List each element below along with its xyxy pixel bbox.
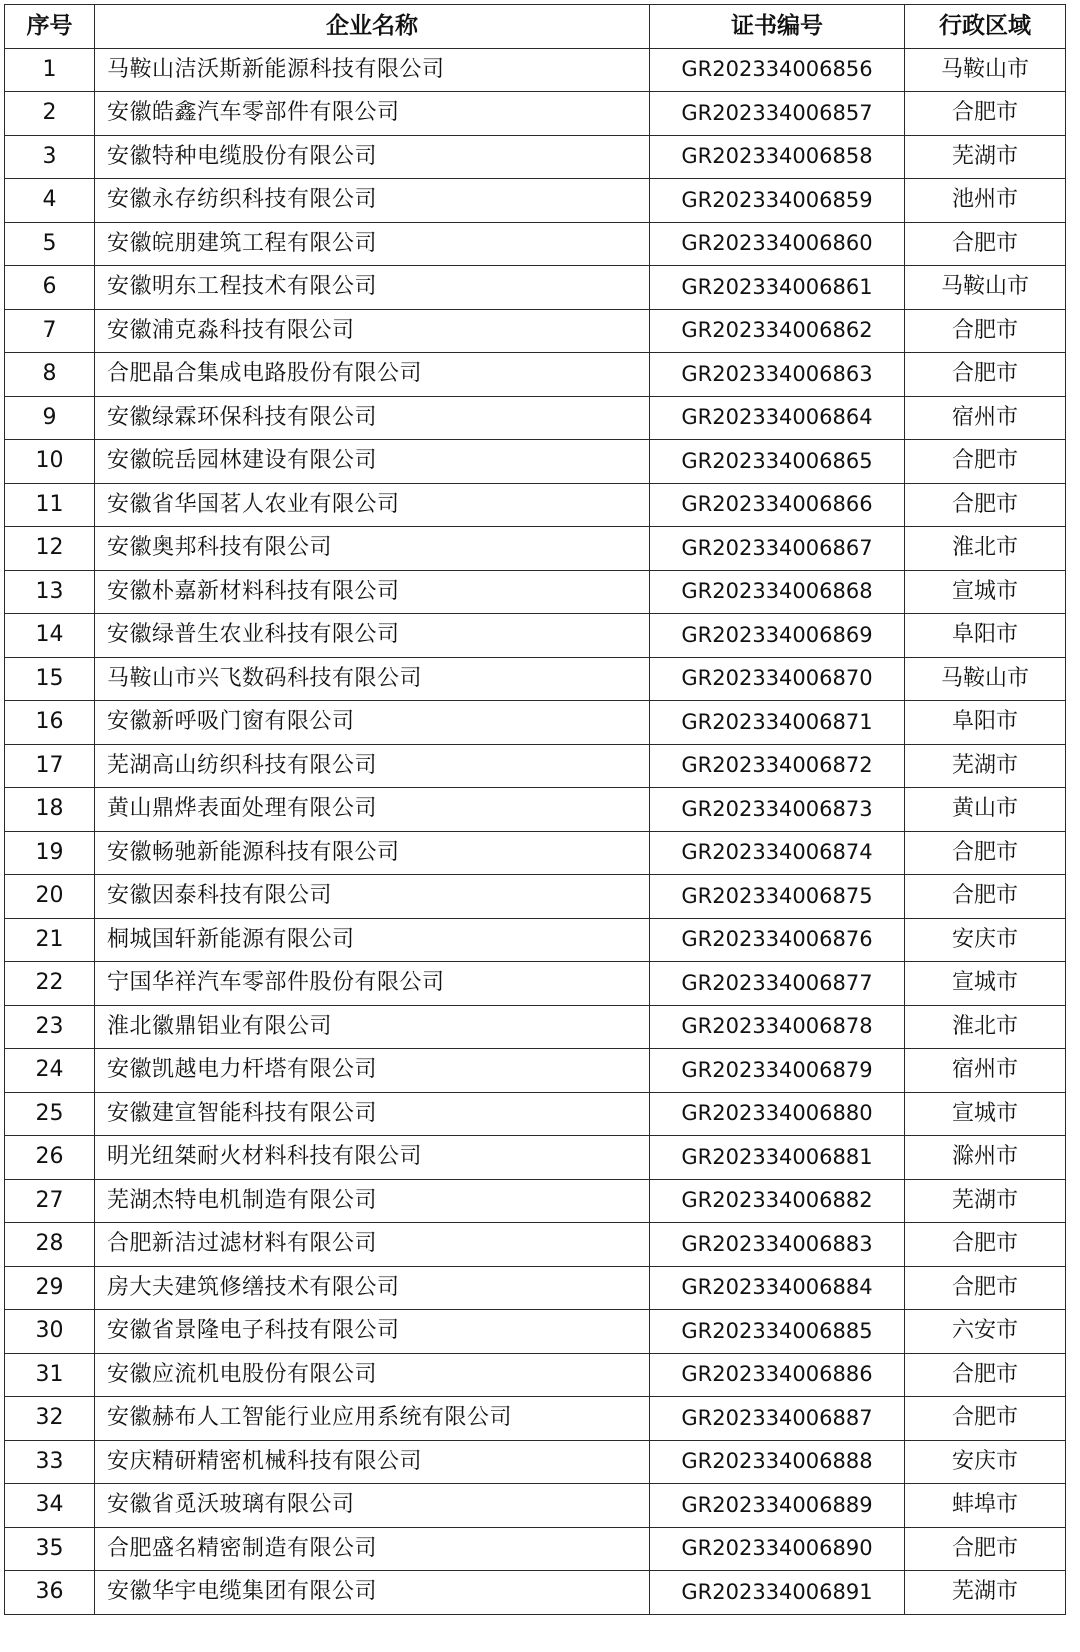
company-name-cell: 芜湖高山纺织科技有限公司 — [95, 744, 650, 788]
company-name-cell: 安徽皖朋建筑工程有限公司 — [95, 222, 650, 266]
company-name-cell: 安徽建宣智能科技有限公司 — [95, 1092, 650, 1136]
table-row — [5, 1397, 1066, 1441]
serial-number-cell: 15 — [5, 657, 95, 701]
company-name-cell: 明光纽桀耐火材料科技有限公司 — [95, 1136, 650, 1180]
certificate-number-cell: GR202334006874 — [650, 831, 905, 875]
table-row — [5, 614, 1066, 658]
region-cell: 安庆市 — [905, 1440, 1066, 1484]
table-row — [5, 396, 1066, 440]
serial-number-cell: 34 — [5, 1484, 95, 1528]
serial-number-cell: 35 — [5, 1527, 95, 1571]
certificate-number-cell: GR202334006887 — [650, 1397, 905, 1441]
region-cell: 芜湖市 — [905, 135, 1066, 179]
region-cell: 合肥市 — [905, 1266, 1066, 1310]
serial-number-cell: 7 — [5, 309, 95, 353]
region-cell: 合肥市 — [905, 831, 1066, 875]
table-row — [5, 1049, 1066, 1093]
region-cell: 合肥市 — [905, 1223, 1066, 1267]
serial-number-cell: 5 — [5, 222, 95, 266]
serial-number-cell: 19 — [5, 831, 95, 875]
certificate-number-cell: GR202334006876 — [650, 918, 905, 962]
region-cell: 淮北市 — [905, 1005, 1066, 1049]
company-name-cell: 淮北徽鼎铝业有限公司 — [95, 1005, 650, 1049]
serial-number-cell: 14 — [5, 614, 95, 658]
certificate-number-cell: GR202334006888 — [650, 1440, 905, 1484]
certificate-number-cell: GR202334006882 — [650, 1179, 905, 1223]
certificate-number-cell: GR202334006867 — [650, 527, 905, 571]
table-row — [5, 1005, 1066, 1049]
certificate-number-cell: GR202334006868 — [650, 570, 905, 614]
certificate-number-cell: GR202334006866 — [650, 483, 905, 527]
company-name-cell: 安徽省华国茗人农业有限公司 — [95, 483, 650, 527]
certificate-number-cell: GR202334006891 — [650, 1571, 905, 1615]
table-row — [5, 831, 1066, 875]
region-cell: 宣城市 — [905, 570, 1066, 614]
serial-number-cell: 17 — [5, 744, 95, 788]
region-cell: 马鞍山市 — [905, 657, 1066, 701]
header-row — [5, 5, 1066, 49]
company-name-cell: 安庆精研精密机械科技有限公司 — [95, 1440, 650, 1484]
table-row — [5, 222, 1066, 266]
company-name-cell: 安徽皖岳园林建设有限公司 — [95, 440, 650, 484]
company-name-cell: 安徽朴嘉新材料科技有限公司 — [95, 570, 650, 614]
region-cell: 合肥市 — [905, 1527, 1066, 1571]
certificate-number-cell: GR202334006856 — [650, 48, 905, 92]
region-cell: 池州市 — [905, 179, 1066, 223]
serial-number-cell: 33 — [5, 1440, 95, 1484]
serial-number-cell: 16 — [5, 701, 95, 745]
serial-number-cell: 11 — [5, 483, 95, 527]
serial-number-cell: 30 — [5, 1310, 95, 1354]
region-cell: 芜湖市 — [905, 744, 1066, 788]
table-row — [5, 353, 1066, 397]
table-row — [5, 1136, 1066, 1180]
region-cell: 合肥市 — [905, 92, 1066, 136]
region-cell: 合肥市 — [905, 353, 1066, 397]
certificate-number-cell: GR202334006886 — [650, 1353, 905, 1397]
certificate-number-cell: GR202334006861 — [650, 266, 905, 310]
serial-number-cell: 2 — [5, 92, 95, 136]
certificate-number-cell: GR202334006877 — [650, 962, 905, 1006]
serial-number-cell: 3 — [5, 135, 95, 179]
serial-number-cell: 36 — [5, 1571, 95, 1615]
table-row — [5, 788, 1066, 832]
table-row — [5, 1310, 1066, 1354]
serial-number-cell: 24 — [5, 1049, 95, 1093]
region-cell: 六安市 — [905, 1310, 1066, 1354]
company-name-cell: 房大夫建筑修缮技术有限公司 — [95, 1266, 650, 1310]
region-cell: 滁州市 — [905, 1136, 1066, 1180]
serial-number-cell: 18 — [5, 788, 95, 832]
company-name-cell: 安徽特种电缆股份有限公司 — [95, 135, 650, 179]
region-cell: 阜阳市 — [905, 701, 1066, 745]
serial-number-cell: 10 — [5, 440, 95, 484]
table-row — [5, 657, 1066, 701]
certificate-number-cell: GR202334006884 — [650, 1266, 905, 1310]
certificate-number-cell: GR202334006870 — [650, 657, 905, 701]
table-row — [5, 266, 1066, 310]
certificate-number-cell: GR202334006880 — [650, 1092, 905, 1136]
certificate-number-cell: GR202334006863 — [650, 353, 905, 397]
header-company-name: 企业名称 — [95, 5, 650, 49]
serial-number-cell: 22 — [5, 962, 95, 1006]
serial-number-cell: 9 — [5, 396, 95, 440]
serial-number-cell: 23 — [5, 1005, 95, 1049]
serial-number-cell: 29 — [5, 1266, 95, 1310]
company-name-cell: 合肥晶合集成电路股份有限公司 — [95, 353, 650, 397]
certificate-number-cell: GR202334006858 — [650, 135, 905, 179]
region-cell: 阜阳市 — [905, 614, 1066, 658]
certificate-number-cell: GR202334006879 — [650, 1049, 905, 1093]
serial-number-cell: 4 — [5, 179, 95, 223]
table-row — [5, 1179, 1066, 1223]
table-row — [5, 1223, 1066, 1267]
region-cell: 合肥市 — [905, 440, 1066, 484]
company-name-cell: 宁国华祥汽车零部件股份有限公司 — [95, 962, 650, 1006]
certificate-number-cell: GR202334006857 — [650, 92, 905, 136]
certificate-number-cell: GR202334006871 — [650, 701, 905, 745]
company-name-cell: 安徽应流机电股份有限公司 — [95, 1353, 650, 1397]
certificate-number-cell: GR202334006860 — [650, 222, 905, 266]
table-row — [5, 1571, 1066, 1615]
company-name-cell: 合肥新洁过滤材料有限公司 — [95, 1223, 650, 1267]
table-row — [5, 875, 1066, 919]
region-cell: 合肥市 — [905, 1353, 1066, 1397]
region-cell: 芜湖市 — [905, 1571, 1066, 1615]
company-name-cell: 安徽省景隆电子科技有限公司 — [95, 1310, 650, 1354]
serial-number-cell: 20 — [5, 875, 95, 919]
serial-number-cell: 6 — [5, 266, 95, 310]
region-cell: 马鞍山市 — [905, 266, 1066, 310]
company-name-cell: 安徽绿霖环保科技有限公司 — [95, 396, 650, 440]
certificate-number-cell: GR202334006883 — [650, 1223, 905, 1267]
company-name-cell: 安徽华宇电缆集团有限公司 — [95, 1571, 650, 1615]
certificate-number-cell: GR202334006865 — [650, 440, 905, 484]
certificate-number-cell: GR202334006859 — [650, 179, 905, 223]
company-name-cell: 安徽绿普生农业科技有限公司 — [95, 614, 650, 658]
region-cell: 宣城市 — [905, 962, 1066, 1006]
company-name-cell: 芜湖杰特电机制造有限公司 — [95, 1179, 650, 1223]
certificate-number-cell: GR202334006862 — [650, 309, 905, 353]
company-name-cell: 安徽赫布人工智能行业应用系统有限公司 — [95, 1397, 650, 1441]
header-certificate-number: 证书编号 — [650, 5, 905, 49]
region-cell: 合肥市 — [905, 309, 1066, 353]
region-cell: 蚌埠市 — [905, 1484, 1066, 1528]
table-row — [5, 570, 1066, 614]
header-serial-number: 序号 — [5, 5, 95, 49]
company-name-cell: 马鞍山洁沃斯新能源科技有限公司 — [95, 48, 650, 92]
table-row — [5, 1353, 1066, 1397]
company-name-cell: 安徽凯越电力杆塔有限公司 — [95, 1049, 650, 1093]
table-row — [5, 135, 1066, 179]
table-row — [5, 1484, 1066, 1528]
header-region: 行政区域 — [905, 5, 1066, 49]
serial-number-cell: 1 — [5, 48, 95, 92]
table-row — [5, 701, 1066, 745]
company-name-cell: 黄山鼎烨表面处理有限公司 — [95, 788, 650, 832]
certificate-number-cell: GR202334006873 — [650, 788, 905, 832]
table-row — [5, 1527, 1066, 1571]
table-row — [5, 1440, 1066, 1484]
table-row — [5, 918, 1066, 962]
certificate-number-cell: GR202334006864 — [650, 396, 905, 440]
region-cell: 马鞍山市 — [905, 48, 1066, 92]
serial-number-cell: 28 — [5, 1223, 95, 1267]
serial-number-cell: 13 — [5, 570, 95, 614]
certificate-number-cell: GR202334006869 — [650, 614, 905, 658]
certificate-number-cell: GR202334006875 — [650, 875, 905, 919]
region-cell: 合肥市 — [905, 875, 1066, 919]
region-cell: 宣城市 — [905, 1092, 1066, 1136]
company-name-cell: 安徽永存纺织科技有限公司 — [95, 179, 650, 223]
company-name-cell: 安徽因泰科技有限公司 — [95, 875, 650, 919]
company-name-cell: 安徽新呼吸门窗有限公司 — [95, 701, 650, 745]
serial-number-cell: 8 — [5, 353, 95, 397]
table-row — [5, 1266, 1066, 1310]
serial-number-cell: 26 — [5, 1136, 95, 1180]
region-cell: 宿州市 — [905, 396, 1066, 440]
table-row — [5, 744, 1066, 788]
company-name-cell: 安徽奥邦科技有限公司 — [95, 527, 650, 571]
region-cell: 合肥市 — [905, 1397, 1066, 1441]
company-name-cell: 安徽明东工程技术有限公司 — [95, 266, 650, 310]
region-cell: 合肥市 — [905, 222, 1066, 266]
certificate-number-cell: GR202334006885 — [650, 1310, 905, 1354]
table-row — [5, 309, 1066, 353]
company-name-cell: 安徽畅驰新能源科技有限公司 — [95, 831, 650, 875]
table-row — [5, 92, 1066, 136]
serial-number-cell: 12 — [5, 527, 95, 571]
table-row — [5, 483, 1066, 527]
company-name-cell: 桐城国轩新能源有限公司 — [95, 918, 650, 962]
company-name-cell: 马鞍山市兴飞数码科技有限公司 — [95, 657, 650, 701]
company-name-cell: 安徽皓鑫汽车零部件有限公司 — [95, 92, 650, 136]
serial-number-cell: 31 — [5, 1353, 95, 1397]
company-name-cell: 安徽省觅沃玻璃有限公司 — [95, 1484, 650, 1528]
table-body — [5, 48, 1066, 1614]
serial-number-cell: 25 — [5, 1092, 95, 1136]
serial-number-cell: 32 — [5, 1397, 95, 1441]
company-name-cell: 合肥盛名精密制造有限公司 — [95, 1527, 650, 1571]
table-row — [5, 962, 1066, 1006]
region-cell: 安庆市 — [905, 918, 1066, 962]
region-cell: 芜湖市 — [905, 1179, 1066, 1223]
region-cell: 黄山市 — [905, 788, 1066, 832]
enterprise-table — [4, 4, 1066, 1615]
certificate-number-cell: GR202334006878 — [650, 1005, 905, 1049]
table-header — [5, 5, 1066, 49]
company-name-cell: 安徽浦克淼科技有限公司 — [95, 309, 650, 353]
table-row — [5, 48, 1066, 92]
serial-number-cell: 27 — [5, 1179, 95, 1223]
table-row — [5, 527, 1066, 571]
table-row — [5, 1092, 1066, 1136]
certificate-number-cell: GR202334006890 — [650, 1527, 905, 1571]
region-cell: 宿州市 — [905, 1049, 1066, 1093]
table-row — [5, 440, 1066, 484]
certificate-number-cell: GR202334006889 — [650, 1484, 905, 1528]
certificate-number-cell: GR202334006872 — [650, 744, 905, 788]
certificate-number-cell: GR202334006881 — [650, 1136, 905, 1180]
serial-number-cell: 21 — [5, 918, 95, 962]
region-cell: 合肥市 — [905, 483, 1066, 527]
table-row — [5, 179, 1066, 223]
region-cell: 淮北市 — [905, 527, 1066, 571]
